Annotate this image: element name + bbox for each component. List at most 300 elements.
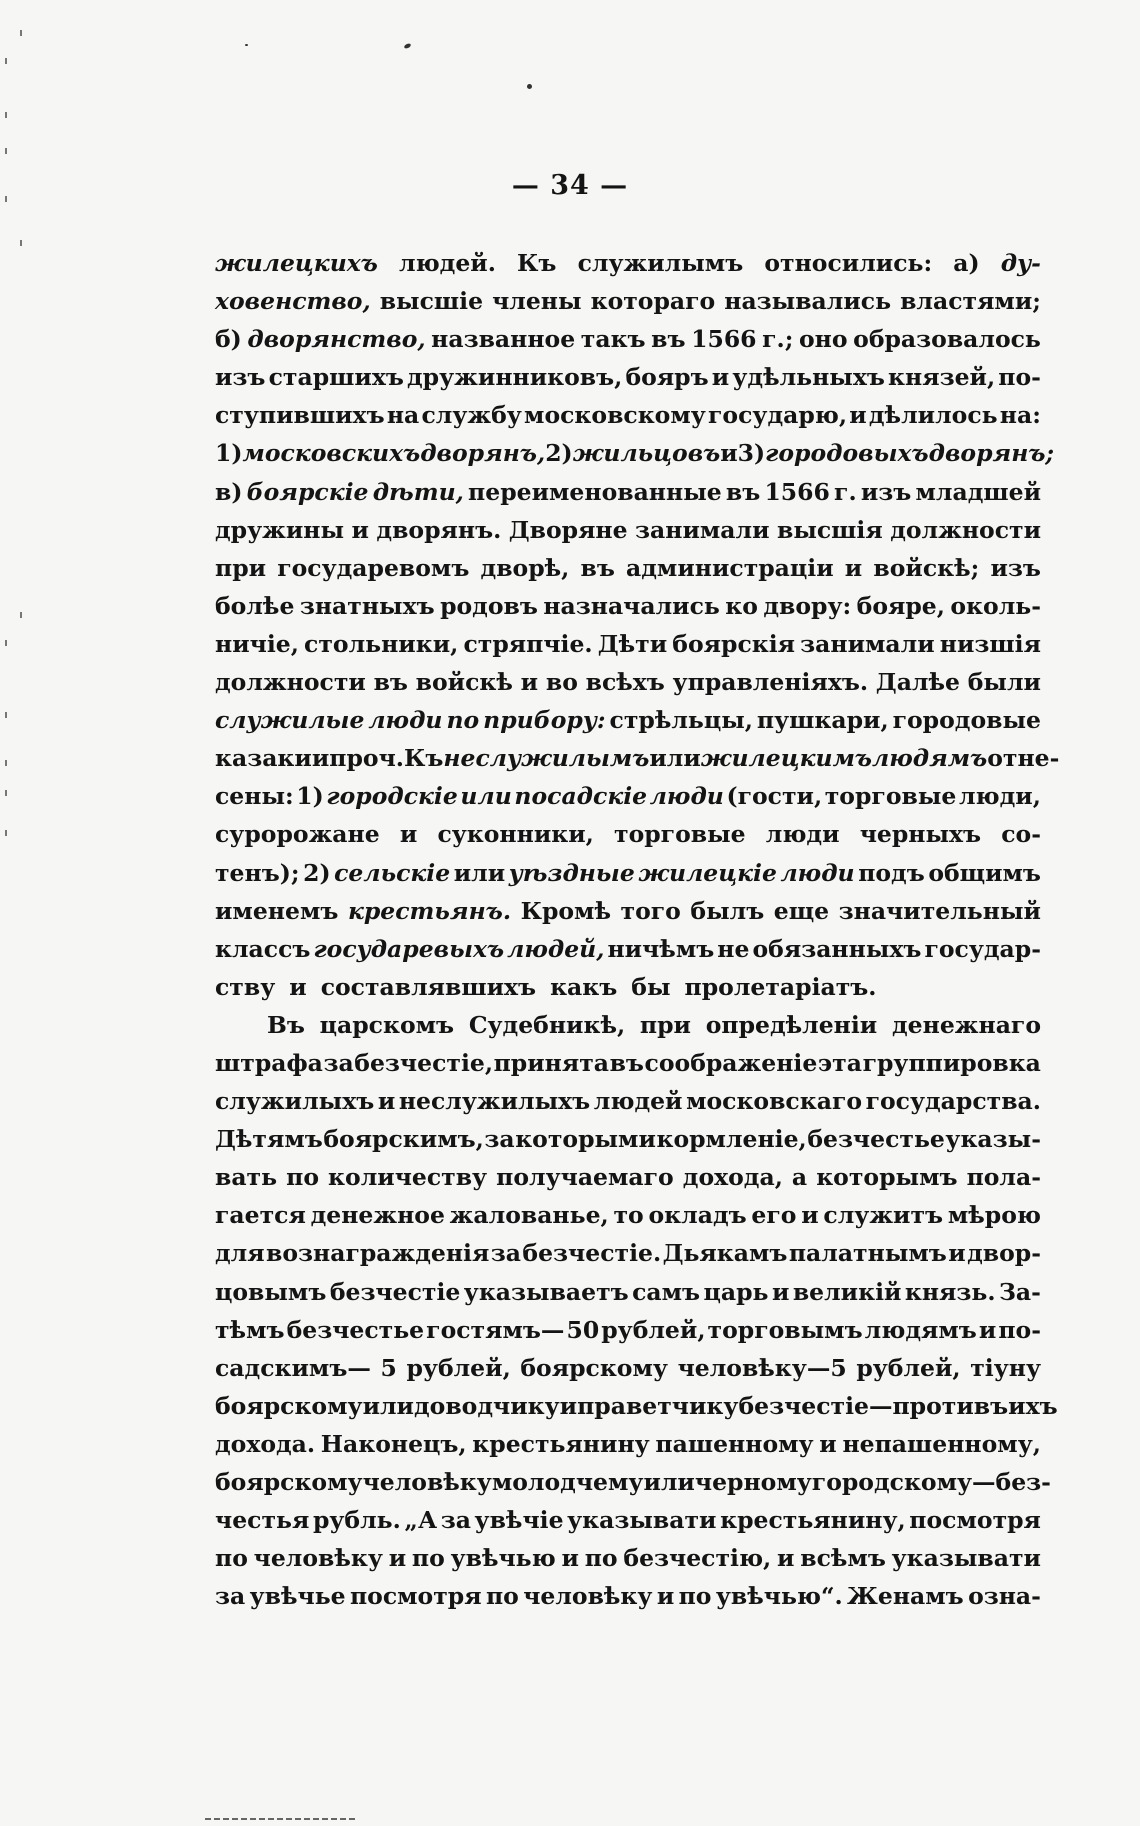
word: люди, [958,782,1041,811]
word: доводчику [414,1391,560,1420]
word: Судебникѣ, [468,1010,626,1039]
word: Кромѣ [520,896,611,925]
word: вознагражденія [266,1239,490,1268]
italic-word: ховенство, [215,287,371,316]
word: значительный [838,896,1041,925]
word: рубль. [312,1506,401,1535]
text-line [215,1539,1041,1577]
italic-word: боярскіе [246,477,369,506]
text-line [215,930,1041,968]
word: двор- [967,1239,1041,1268]
word: жалованье, [449,1201,609,1230]
word: Далѣе [875,668,960,697]
italic-word: дворянъ; [928,439,1055,468]
word: за [323,1048,354,1077]
word: высшія [776,515,883,544]
word: количеству [328,1163,488,1192]
italic-word: люди [368,706,443,735]
word: должности [890,515,1041,544]
text-line [215,1387,1058,1425]
word: посмотря [349,1582,482,1611]
word: по [215,1544,248,1573]
scan-edge-dot [20,30,22,36]
word: служитъ [823,1201,944,1230]
page-number: — 34 — [511,170,629,201]
word: по [584,1544,618,1573]
scan-speck [245,44,248,46]
scan-edge-dot [5,712,7,718]
word: государевомъ [277,553,470,582]
word: низшія [939,629,1041,658]
word: суророжане [215,820,380,849]
text-line [215,1120,1041,1158]
word: палатнымъ [788,1239,947,1268]
word: торговые [614,820,746,849]
word: отне- [987,744,1060,773]
text-line [215,854,1041,892]
word: человѣку [253,1544,383,1573]
word: или [453,858,506,887]
word: неслужилыхъ [398,1087,591,1116]
word: За- [998,1277,1041,1306]
word: общимъ [928,858,1041,887]
word: бояре, [856,591,945,620]
word: вать [215,1163,278,1192]
italic-word: люди [780,858,855,887]
word: московскому [524,401,706,430]
word: и [561,1544,579,1573]
word: садскимъ— [215,1353,371,1382]
text-line [215,1273,1041,1311]
text-line [215,282,1041,320]
word: болѣе [215,591,295,620]
word: названное [431,325,576,354]
word: или [643,1468,695,1496]
text-line [215,358,1041,396]
scan-speck [527,84,532,89]
italic-word: служилые [215,706,365,735]
word: младшей [915,477,1041,506]
scan-edge-dot [20,240,22,246]
word: 1) [215,439,243,468]
word: Женамъ [847,1582,964,1611]
word: образовалось [853,325,1041,354]
text-line [215,1501,1041,1539]
word: и [377,1087,396,1116]
scan-edge-dot [5,830,7,836]
word: того [620,896,681,925]
text-line [215,1577,1041,1615]
text-line [215,1463,1051,1501]
word: его [751,1201,797,1230]
word: крестьянину [472,1429,650,1458]
word: и [771,1277,790,1306]
word: праветчику [577,1391,739,1420]
word: еще [773,896,830,925]
word: государства. [865,1087,1041,1116]
word: человѣку—5 [677,1353,847,1382]
word: крестьянину, [720,1506,906,1535]
word: или [649,744,701,773]
italic-word: по [446,706,480,735]
word: б) [215,325,242,354]
word: назывались [724,287,892,316]
word: занимали [635,515,770,544]
word: опредѣленіи [705,1010,878,1039]
word: и [948,1239,966,1268]
word: дѣлилось [868,401,998,430]
word: за [215,1582,246,1611]
word: не [717,934,750,963]
italic-word: жилецкихъ [215,249,378,277]
word: Къ [517,249,557,277]
scan-bottom-mark [205,1818,355,1820]
word: и [777,1544,795,1573]
word: въ [580,553,615,582]
body-text [215,244,1060,1615]
word: и [559,1391,578,1420]
word: дружины [215,515,345,544]
text-line [215,473,1041,511]
word: и [978,1315,997,1344]
word: 2) [303,858,331,887]
word: тенъ); [215,858,300,887]
word: были [967,668,1041,697]
word: государю, [708,401,848,430]
word: высшіе [379,287,484,316]
word: безчестіе. [522,1239,662,1268]
word: и [520,668,539,697]
word: посмотря [909,1506,1041,1535]
word: московскаго [686,1087,863,1116]
word: людей. [399,249,496,277]
word: человѣку [523,1582,653,1611]
word: окладъ [648,1201,747,1230]
word: или [362,1391,414,1420]
word: занимали [800,629,935,658]
word: всѣмъ [800,1544,886,1573]
word: в) [215,477,243,506]
word: по- [998,363,1041,392]
word: безчестіе—противъ [738,1391,1009,1420]
word: и [289,972,307,1001]
word: боярскимъ, [323,1125,484,1154]
word: увѣчіе [474,1506,564,1535]
word: кормленіе, [656,1125,807,1154]
word: знатныхъ [299,591,435,620]
word: Дьякамъ [662,1239,788,1268]
italic-word: посадскіе [514,782,648,811]
word: боярскому [215,1468,363,1496]
word: „А [404,1506,438,1535]
word: и [351,515,369,544]
word: какъ [550,972,618,1001]
word: рублей, [856,1353,961,1382]
word: переименованные [468,477,722,506]
word: администраціи [626,553,834,582]
word: гостямъ— [426,1315,565,1344]
italic-word: жилецкіе [638,858,777,887]
italic-word: дворянство, [247,325,426,354]
word: царскомъ [319,1010,455,1039]
word: котораго [590,287,716,316]
word: ступившихъ [215,401,385,430]
text-line [215,777,1041,815]
italic-word: сельскіе [334,858,451,887]
word: боярскія [672,629,796,658]
word: пушкари, [756,706,889,735]
word: указы- [945,1125,1041,1154]
word: въ [651,325,686,354]
word: по [286,1163,319,1192]
word: обязанныхъ [752,934,922,963]
word: пашенному [655,1429,814,1458]
word: въ [609,1048,644,1077]
word: во [545,668,578,697]
word: 1566 [764,477,830,506]
word: Въ [267,1010,305,1039]
word: городскому—без- [811,1468,1051,1496]
word: пола- [966,1163,1041,1192]
text-line [215,739,1060,777]
word: указывати [891,1544,1041,1573]
word: а [791,1163,808,1192]
word: подъ [858,858,925,887]
word: властями; [900,287,1041,316]
word: при [215,553,267,582]
scan-edge-dot [5,640,7,646]
word: при [639,1010,691,1039]
text-line [215,968,1041,1006]
word: по- [998,1315,1041,1344]
text-line [215,663,1041,701]
text-line [215,1234,1041,1272]
text-line [215,815,1041,853]
word: цовымъ [215,1277,327,1306]
word: и [849,401,867,430]
word: честья [215,1506,310,1535]
word: ничѣмъ [607,934,715,963]
word: группировка [862,1048,1041,1077]
italic-word: людямъ [872,744,988,773]
word: увѣчью [450,1544,556,1573]
word: получаемаго [496,1163,674,1192]
word: молодчему [491,1468,644,1496]
word: и [388,1544,407,1573]
word: и [819,1429,837,1458]
word: мѣрою [947,1201,1041,1230]
word: черному [694,1468,812,1496]
word: стрѣльцы, [609,706,753,735]
italic-word: ду- [1000,249,1041,277]
word: стольники, [304,629,459,658]
italic-word: дворянъ, [420,439,546,468]
word: относились: [764,249,933,277]
word: безчестье [286,1315,425,1344]
word: денежнаго [892,1010,1041,1039]
word: по [485,1582,519,1611]
italic-word: жилецкимъ [700,744,872,773]
word: такъ [580,325,646,354]
word: безчестье [807,1125,945,1154]
word: царь [703,1277,769,1306]
scan-speck [403,43,411,50]
word: и [656,1582,675,1611]
word: Дѣти [597,629,668,658]
word: за [440,1506,471,1535]
word: рублей, [406,1353,511,1382]
word: двору: [763,591,852,620]
text-line [215,1158,1041,1196]
scan-edge-dot [20,612,22,618]
word: изъ [990,553,1041,582]
word: сены: [215,782,294,811]
italic-word: жильцовъ [572,439,721,468]
text-line [215,701,1041,739]
word: для [215,1239,265,1268]
word: тіуну [970,1353,1041,1382]
italic-word: московскихъ [242,439,421,468]
word: самъ [632,1277,701,1306]
word: изъ [860,477,912,506]
text-line [215,320,1041,358]
word: указывати [567,1506,717,1535]
word: по [411,1544,445,1573]
word: въ [373,668,408,697]
word: людей [593,1087,683,1116]
word: и [399,820,418,849]
word: непашенному, [842,1429,1041,1458]
word: дворѣ, [480,553,570,582]
text-line [215,511,1041,549]
italic-word: или [460,782,512,811]
word: пролетаріатъ. [684,972,877,1001]
word: со- [1001,820,1041,849]
text-line [215,396,1041,434]
word: войскѣ [415,668,513,697]
word: старшихъ [268,363,404,392]
word: бояръ [625,363,709,392]
word: которыми [515,1125,656,1154]
word: управленіяхъ. [672,668,869,697]
word: стряпчіе. [463,629,593,658]
word: 1) [296,782,324,811]
text-line [215,625,1041,663]
word: рублей, [601,1315,706,1344]
word: (гости, [726,782,823,811]
text-line [215,1425,1041,1463]
word: человѣку [362,1468,492,1496]
word: суконники, [437,820,594,849]
word: классъ [215,934,311,963]
scan-edge-dot [5,112,7,118]
word: эта [817,1048,862,1077]
word: служилыхъ [215,1087,375,1116]
word: службу [421,401,522,430]
word: на: [999,401,1041,430]
word: бы [631,972,671,1001]
word: которымъ [816,1163,958,1192]
italic-word: городскіе [326,782,458,811]
word: принята [493,1048,610,1077]
text-line [215,1196,1041,1234]
scan-edge-dot [5,148,7,154]
word: дохода. [215,1429,316,1458]
word: 5 [380,1353,397,1382]
word: великій [792,1277,902,1306]
word: 2) [545,439,573,468]
text-line [215,1006,1041,1044]
word: назначались [543,591,720,620]
word: ству [215,972,276,1001]
word: дохода, [682,1163,783,1192]
word: проч. [329,744,404,773]
word: боярскому [215,1391,363,1420]
word: соображеніе [644,1048,818,1077]
word: всѣхъ [585,668,665,697]
scan-edge-dot [5,58,7,64]
word: удѣльныхъ [732,363,885,392]
text-line [215,244,1041,282]
word: 3) [737,439,766,468]
word: околь- [950,591,1041,620]
word: дворянъ. [376,515,502,544]
word: то [613,1201,644,1230]
word: черныхъ [859,820,982,849]
text-line [215,549,1041,587]
italic-word: государевыхъ [313,934,505,963]
word: Дѣтямъ [215,1125,323,1154]
word: ихъ [1008,1391,1058,1420]
scan-edge-dot [5,790,7,796]
word: г.; [762,325,794,354]
word: дружинниковъ, [407,363,623,392]
word: люди [765,820,840,849]
word: князей, [888,363,996,392]
italic-word: прибору: [483,706,606,735]
word: казаки [215,744,312,773]
word: увѣчью“. [715,1582,843,1611]
text-line [215,1082,1041,1120]
word: по [678,1582,712,1611]
word: составлявшихъ [320,972,537,1001]
word: увѣчье [249,1582,346,1611]
scan-edge-artifacts [0,0,28,1826]
word: и [720,439,738,468]
word: городовые [892,706,1041,735]
text-line [215,1311,1041,1349]
word: указываетъ [463,1277,629,1306]
word: штрафа [215,1048,323,1077]
italic-word: крестьянъ. [347,896,512,925]
italic-word: неслужилымъ [443,744,650,773]
word: въ [725,477,761,506]
text-line [215,892,1041,930]
word: безчестіе, [354,1048,494,1077]
word: войскѣ; [873,553,980,582]
word: озна- [968,1582,1041,1611]
word: г. [834,477,857,506]
word: на [386,401,420,430]
word: ко [725,591,758,620]
word: и [844,553,863,582]
text-line [215,1044,1041,1082]
word: за [490,1239,521,1268]
word: 1566 [691,325,757,354]
italic-word: городовыхъ [765,439,929,468]
word: торговымъ [707,1315,863,1344]
text-line [215,587,1041,625]
